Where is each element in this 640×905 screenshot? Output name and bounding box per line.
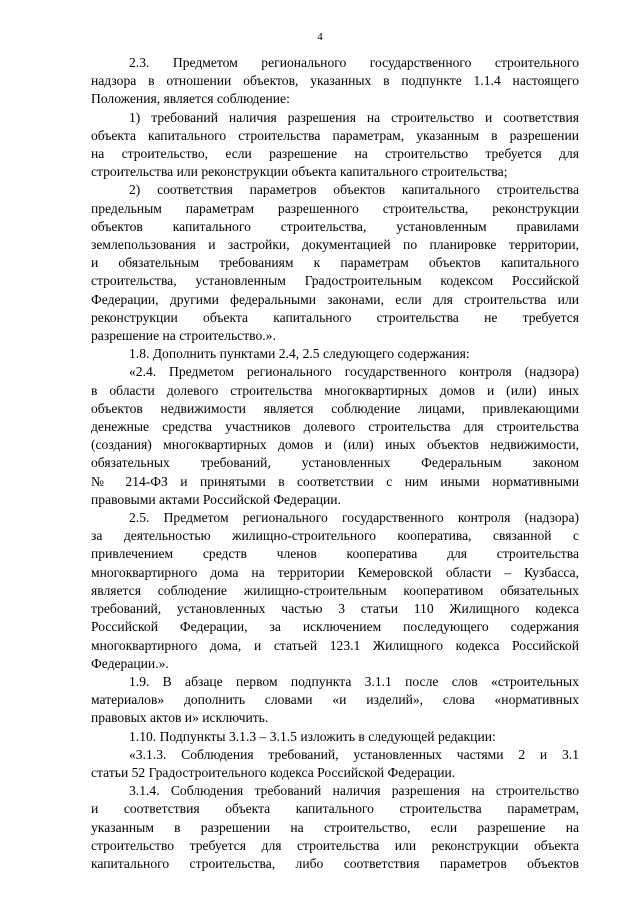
text-line: обязательных требований, установленных Федеральным законом — [91, 455, 579, 471]
text-line: 1.8. Дополнить пунктами 2.4, 2.5 следующего содержания: — [129, 346, 470, 362]
paragraph — [91, 509, 579, 673]
text-line: указанным в разрешении на строительство, если разрешение на — [91, 819, 579, 835]
text-line: предельным параметрам разрешенного строительства, реконструкции — [91, 200, 579, 216]
text-line: капитального строительства, либо соответствия параметров объектов — [91, 855, 579, 871]
text-line: Федерации, другими федеральными законами, если для строительства или — [91, 291, 579, 307]
text-line: денежные средства участников долевого строительства для строительства — [91, 419, 579, 435]
paragraph — [91, 728, 579, 746]
text-line: 2) соответствия параметров объектов капитального строительства — [129, 182, 579, 198]
text-line: строительства или реконструкции объекта капитального строительства; — [91, 164, 508, 180]
text-line: землепользования и застройки, документацией по планировке территории, — [91, 237, 579, 253]
paragraph — [91, 363, 579, 509]
text-line: объекта капитального строительства параметрам, указанным в разрешении — [91, 127, 579, 143]
text-line: многоквартирного дома, и статьей 123.1 Жилищного кодекса Российской — [91, 637, 579, 653]
paragraph — [91, 746, 579, 782]
text-line: реконструкции объекта капитального строительства не требуется — [91, 309, 579, 325]
text-line: на строительство, если разрешение на строительство требуется для — [91, 146, 579, 162]
text-line: «2.4. Предметом регионального государственного контроля (надзора) — [129, 364, 579, 380]
text-line: многоквартирного дома на территории Кемеровской области – Кузбасса, — [91, 564, 579, 580]
text-line: Федерации.». — [91, 655, 169, 671]
paragraph — [91, 345, 579, 363]
paragraph — [91, 782, 579, 873]
text-line: статьи 52 Градостроительного кодекса Российской Федерации. — [91, 764, 456, 780]
text-line: за деятельностью жилищно-строительного кооператива, связанной с — [91, 528, 579, 544]
document-body — [91, 54, 579, 873]
text-line: 1) требований наличия разрешения на строительство и соответствия — [129, 109, 579, 125]
paragraph — [91, 109, 579, 182]
text-line: и соответствия объекта капитального строительства параметрам, — [91, 801, 579, 817]
text-line: (создания) многоквартирных домов и (или) иных объектов недвижимости, — [91, 437, 579, 453]
text-line: строительство требуется для строительства или реконструкции объекта — [91, 837, 579, 853]
paragraph — [91, 54, 579, 109]
text-line: является соблюдение жилищно-строительным кооперативом обязательных — [91, 582, 579, 598]
text-line: Российской Федерации, за исключением последующего содержания — [91, 619, 579, 635]
text-line: правовых актов и» исключить. — [91, 710, 269, 726]
paragraph — [91, 673, 579, 728]
text-line: правовыми актами Российской Федерации. — [91, 491, 341, 507]
text-line: «3.1.3. Соблюдения требований, установленных частями 2 и 3.1 — [129, 746, 579, 762]
text-line: разрешение на строительство.». — [91, 328, 276, 344]
text-line: объектов капитального строительства, установленным правилами — [91, 218, 579, 234]
text-line: 1.9. В абзаце первом подпункта 3.1.1 после слов «строительных — [129, 673, 579, 689]
text-line: требований, установленных частью 3 статьи 110 Жилищного кодекса — [91, 601, 579, 617]
text-line: 3.1.4. Соблюдения требований наличия разрешения на строительство — [129, 783, 579, 799]
text-line: в области долевого строительства многоквартирных домов и (или) иных — [91, 382, 579, 398]
text-line: объектов недвижимости является соблюдение лицами, привлекающими — [91, 400, 579, 416]
text-line: 2.5. Предметом регионального государственного контроля (надзора) — [129, 510, 579, 526]
text-line: привлечением средств членов кооператива для строительства — [91, 546, 579, 562]
text-line: материалов» дополнить словами «и изделий», слова «нормативных — [91, 692, 579, 708]
text-line: Положения, является соблюдение: — [91, 91, 290, 107]
text-line: строительства, установленным Градостроительным кодексом Российской — [91, 273, 579, 289]
text-line: 2.3. Предметом регионального государственного строительного — [129, 55, 579, 70]
text-line: надзора в отношении объектов, указанных в подпункте 1.1.4 настоящего — [91, 73, 579, 89]
text-line: № 214-ФЗ и принятыми в соответствии с ним иными нормативными — [91, 473, 579, 489]
page-number: 4 — [317, 31, 323, 43]
paragraph — [91, 181, 579, 345]
text-line: 1.10. Подпункты 3.1.3 – 3.1.5 изложить в следующей редакции: — [129, 728, 496, 744]
text-line: и обязательным требованиям к параметрам объектов капитального — [91, 255, 579, 271]
